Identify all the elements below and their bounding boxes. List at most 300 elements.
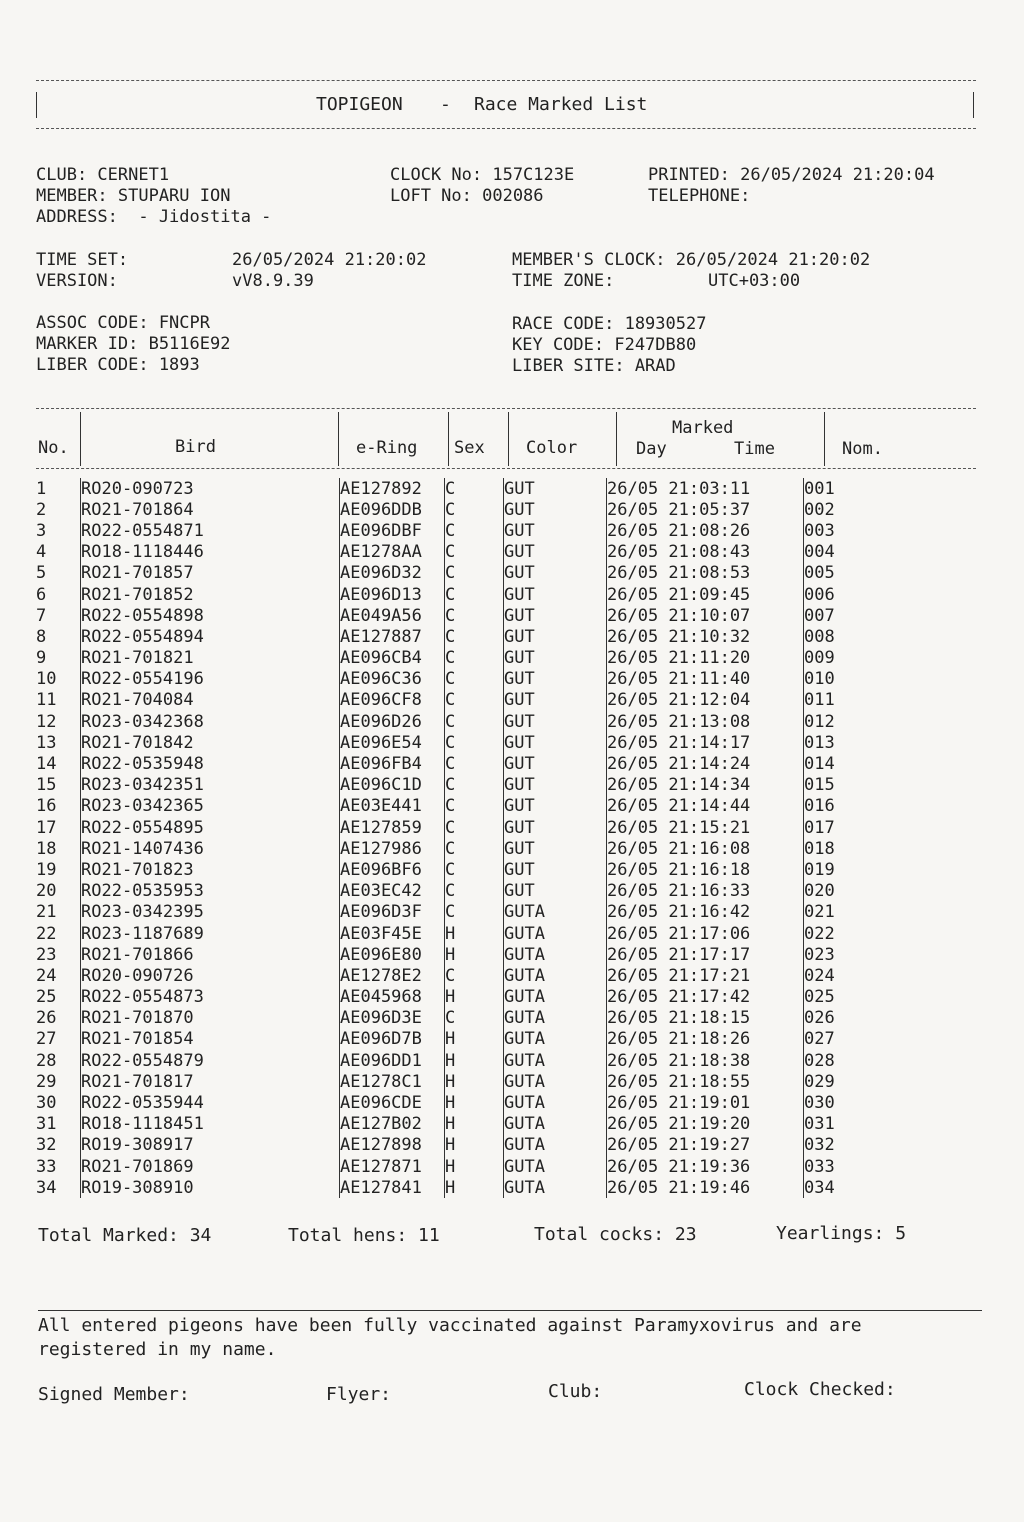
cell-nom: 023 bbox=[804, 944, 865, 965]
cell-ering: AE127898 bbox=[340, 1135, 445, 1156]
table-row bbox=[36, 520, 864, 541]
cell-nom: 019 bbox=[804, 859, 865, 880]
cell-ering: AE1278E2 bbox=[340, 965, 445, 986]
cell-bird: RO23-1187689 bbox=[81, 923, 340, 944]
time-set-value: 26/05/2024 21:20:02 bbox=[232, 250, 427, 270]
cell-nom: 024 bbox=[804, 965, 865, 986]
cell-no: 25 bbox=[36, 987, 57, 1008]
cell-bird: RO21-704084 bbox=[81, 690, 340, 711]
table-row bbox=[36, 859, 864, 880]
cell-color: GUT bbox=[504, 690, 607, 711]
cell-nom: 017 bbox=[804, 817, 865, 838]
cell-bird: RO21-701852 bbox=[81, 584, 340, 605]
cell-no: 34 bbox=[36, 1177, 57, 1198]
title-box-left-border bbox=[36, 92, 37, 118]
table-row bbox=[36, 817, 864, 838]
cell-no: 30 bbox=[36, 1093, 57, 1114]
cell-ering: AE03E441 bbox=[340, 796, 445, 817]
column-header-day: Day bbox=[636, 439, 667, 459]
cell-marked: 26/05 21:11:20 bbox=[607, 648, 804, 669]
cell-sex: C bbox=[445, 690, 504, 711]
table-row bbox=[36, 1050, 864, 1071]
cell-color: GUTA bbox=[504, 923, 607, 944]
cell-color: GUTA bbox=[504, 1029, 607, 1050]
key-code-info: KEY CODE: F247DB80 bbox=[512, 335, 697, 355]
cell-bird: RO20-090726 bbox=[81, 965, 340, 986]
cell-marked: 26/05 21:03:11 bbox=[607, 478, 804, 499]
cell-sex: H bbox=[445, 944, 504, 965]
cell-marked: 26/05 21:10:32 bbox=[607, 626, 804, 647]
cell-no: 15 bbox=[36, 775, 57, 796]
cell-no: 24 bbox=[36, 965, 57, 986]
cell-no: 20 bbox=[36, 881, 57, 902]
cell-bird: RO22-0535953 bbox=[81, 881, 340, 902]
telephone-info: TELEPHONE: bbox=[648, 186, 751, 206]
cell-bird: RO23-0342395 bbox=[81, 902, 340, 923]
cell-color: GUTA bbox=[504, 1156, 607, 1177]
cell-marked: 26/05 21:16:33 bbox=[607, 881, 804, 902]
cell-nom: 014 bbox=[804, 753, 865, 774]
cell-nom: 029 bbox=[804, 1071, 865, 1092]
table-row bbox=[36, 711, 864, 732]
header-divider bbox=[338, 412, 339, 466]
cell-sex: C bbox=[445, 711, 504, 732]
page-title: Race Marked List bbox=[474, 94, 648, 115]
cell-sex: C bbox=[445, 838, 504, 859]
cell-no: 4 bbox=[36, 542, 47, 563]
cell-color: GUT bbox=[504, 499, 607, 520]
total-cocks: Total cocks: 23 bbox=[534, 1224, 697, 1245]
table-row bbox=[36, 944, 864, 965]
cell-bird: RO22-0554894 bbox=[81, 626, 340, 647]
cell-no: 8 bbox=[36, 626, 47, 647]
table-row bbox=[36, 732, 864, 753]
cell-sex: C bbox=[445, 796, 504, 817]
table-row bbox=[36, 626, 864, 647]
cell-no: 16 bbox=[36, 796, 57, 817]
cell-color: GUT bbox=[504, 626, 607, 647]
cell-color: GUT bbox=[504, 542, 607, 563]
yearlings-count: Yearlings: 5 bbox=[776, 1223, 907, 1244]
printed-info: PRINTED: 26/05/2024 21:20:04 bbox=[648, 165, 935, 185]
cell-marked: 26/05 21:14:34 bbox=[607, 775, 804, 796]
cell-marked: 26/05 21:19:01 bbox=[607, 1092, 804, 1113]
cell-bird: RO21-701817 bbox=[81, 1071, 340, 1092]
cell-nom: 005 bbox=[804, 563, 865, 584]
cell-bird: RO20-090723 bbox=[81, 478, 340, 499]
cell-color: GUT bbox=[504, 838, 607, 859]
cell-bird: RO22-0554879 bbox=[81, 1050, 340, 1071]
cell-nom: 012 bbox=[804, 711, 865, 732]
cell-color: GUT bbox=[504, 753, 607, 774]
table-row bbox=[36, 796, 864, 817]
table-row bbox=[36, 1135, 864, 1156]
cell-bird: RO22-0554871 bbox=[81, 520, 340, 541]
cell-marked: 26/05 21:17:06 bbox=[607, 923, 804, 944]
member-info: MEMBER: STUPARU ION bbox=[36, 186, 231, 206]
cell-sex: C bbox=[445, 584, 504, 605]
cell-nom: 001 bbox=[804, 478, 865, 499]
cell-nom: 007 bbox=[804, 605, 865, 626]
clock-checked-label: Clock Checked: bbox=[744, 1379, 896, 1400]
header-divider bbox=[80, 412, 81, 466]
cell-no: 5 bbox=[36, 563, 47, 584]
cell-sex: C bbox=[445, 520, 504, 541]
table-row bbox=[36, 1071, 864, 1092]
cell-bird: RO21-701823 bbox=[81, 859, 340, 880]
table-row bbox=[36, 881, 864, 902]
version-value: vV8.9.39 bbox=[232, 271, 314, 291]
header-divider bbox=[824, 412, 825, 466]
cell-ering: AE096D7B bbox=[340, 1029, 445, 1050]
cell-color: GUT bbox=[504, 711, 607, 732]
table-row bbox=[36, 753, 864, 774]
cell-marked: 26/05 21:08:43 bbox=[607, 542, 804, 563]
cell-no: 12 bbox=[36, 711, 57, 732]
cell-marked: 26/05 21:05:37 bbox=[607, 499, 804, 520]
cell-no: 9 bbox=[36, 648, 47, 669]
cell-sex: C bbox=[445, 881, 504, 902]
table-row bbox=[36, 1114, 864, 1135]
cell-bird: RO21-701821 bbox=[81, 648, 340, 669]
column-header-no: No. bbox=[38, 438, 69, 458]
cell-sex: C bbox=[445, 1008, 504, 1029]
cell-nom: 025 bbox=[804, 987, 865, 1008]
cell-ering: AE1278C1 bbox=[340, 1071, 445, 1092]
cell-sex: C bbox=[445, 902, 504, 923]
cell-ering: AE096CB4 bbox=[340, 648, 445, 669]
table-row bbox=[36, 542, 864, 563]
table-row bbox=[36, 605, 864, 626]
title-box-top-border bbox=[36, 80, 976, 81]
time-zone-label: TIME ZONE: bbox=[512, 271, 615, 291]
cell-color: GUTA bbox=[504, 1092, 607, 1113]
cell-ering: AE096E80 bbox=[340, 944, 445, 965]
header-divider bbox=[616, 412, 617, 466]
cell-sex: C bbox=[445, 605, 504, 626]
marked-birds-table bbox=[36, 478, 864, 1198]
cell-sex: C bbox=[445, 499, 504, 520]
cell-sex: H bbox=[445, 1092, 504, 1113]
cell-bird: RO23-0342365 bbox=[81, 796, 340, 817]
table-row bbox=[36, 775, 864, 796]
assoc-code-info: ASSOC CODE: FNCPR bbox=[36, 313, 210, 333]
cell-marked: 26/05 21:08:53 bbox=[607, 563, 804, 584]
cell-no: 18 bbox=[36, 838, 57, 859]
cell-sex: C bbox=[445, 478, 504, 499]
total-marked: Total Marked: 34 bbox=[38, 1225, 212, 1246]
table-row bbox=[36, 1177, 864, 1198]
column-header-bird: Bird bbox=[175, 437, 216, 457]
cell-marked: 26/05 21:12:04 bbox=[607, 690, 804, 711]
cell-color: GUT bbox=[504, 881, 607, 902]
cell-ering: AE096DD1 bbox=[340, 1050, 445, 1071]
cell-nom: 016 bbox=[804, 796, 865, 817]
cell-nom: 022 bbox=[804, 923, 865, 944]
cell-no: 31 bbox=[36, 1114, 57, 1135]
time-set-label: TIME SET: bbox=[36, 250, 129, 270]
cell-sex: H bbox=[445, 1114, 504, 1135]
cell-bird: RO21-1407436 bbox=[81, 838, 340, 859]
cell-ering: AE096CDE bbox=[340, 1092, 445, 1113]
cell-ering: AE096DDB bbox=[340, 499, 445, 520]
cell-marked: 26/05 21:18:15 bbox=[607, 1008, 804, 1029]
cell-sex: C bbox=[445, 563, 504, 584]
liber-code-info: LIBER CODE: 1893 bbox=[36, 355, 200, 375]
cell-no: 28 bbox=[36, 1050, 57, 1071]
cell-marked: 26/05 21:13:08 bbox=[607, 711, 804, 732]
cell-nom: 018 bbox=[804, 838, 865, 859]
club-signature-label: Club: bbox=[548, 1381, 603, 1402]
cell-color: GUTA bbox=[504, 1114, 607, 1135]
signed-member-label: Signed Member: bbox=[38, 1384, 190, 1405]
cell-no: 2 bbox=[36, 499, 47, 520]
cell-ering: AE096C1D bbox=[340, 775, 445, 796]
table-row bbox=[36, 1029, 864, 1050]
cell-ering: AE096D3E bbox=[340, 1008, 445, 1029]
cell-ering: AE127892 bbox=[340, 478, 445, 499]
table-row bbox=[36, 1156, 864, 1177]
cell-no: 3 bbox=[36, 520, 47, 541]
cell-color: GUTA bbox=[504, 965, 607, 986]
cell-bird: RO22-0554895 bbox=[81, 817, 340, 838]
cell-marked: 26/05 21:19:27 bbox=[607, 1135, 804, 1156]
cell-sex: H bbox=[445, 987, 504, 1008]
table-header-bottom-border bbox=[36, 468, 976, 469]
cell-ering: AE096DBF bbox=[340, 520, 445, 541]
cell-color: GUT bbox=[504, 605, 607, 626]
cell-nom: 010 bbox=[804, 669, 865, 690]
cell-color: GUT bbox=[504, 775, 607, 796]
cell-marked: 26/05 21:18:26 bbox=[607, 1029, 804, 1050]
cell-color: GUTA bbox=[504, 1050, 607, 1071]
cell-color: GUTA bbox=[504, 987, 607, 1008]
cell-nom: 027 bbox=[804, 1029, 865, 1050]
members-clock-info: MEMBER'S CLOCK: 26/05/2024 21:20:02 bbox=[512, 250, 871, 270]
header-divider bbox=[448, 412, 449, 466]
marker-id-info: MARKER ID: B5116E92 bbox=[36, 334, 231, 354]
cell-ering: AE127841 bbox=[340, 1177, 445, 1198]
cell-sex: C bbox=[445, 732, 504, 753]
cell-ering: AE049A56 bbox=[340, 605, 445, 626]
cell-ering: AE096FB4 bbox=[340, 753, 445, 774]
cell-bird: RO21-701870 bbox=[81, 1008, 340, 1029]
cell-ering: AE096D32 bbox=[340, 563, 445, 584]
cell-marked: 26/05 21:17:17 bbox=[607, 944, 804, 965]
cell-no: 26 bbox=[36, 1008, 57, 1029]
cell-bird: RO22-0535944 bbox=[81, 1092, 340, 1113]
cell-nom: 009 bbox=[804, 648, 865, 669]
cell-color: GUTA bbox=[504, 1008, 607, 1029]
cell-sex: C bbox=[445, 669, 504, 690]
cell-marked: 26/05 21:14:17 bbox=[607, 732, 804, 753]
cell-bird: RO22-0554873 bbox=[81, 987, 340, 1008]
cell-ering: AE096D13 bbox=[340, 584, 445, 605]
table-row bbox=[36, 669, 864, 690]
cell-no: 10 bbox=[36, 669, 57, 690]
cell-no: 11 bbox=[36, 690, 57, 711]
cell-marked: 26/05 21:18:55 bbox=[607, 1071, 804, 1092]
column-header-time: Time bbox=[734, 439, 775, 459]
cell-marked: 26/05 21:10:07 bbox=[607, 605, 804, 626]
cell-ering: AE03EC42 bbox=[340, 881, 445, 902]
cell-nom: 032 bbox=[804, 1135, 865, 1156]
cell-marked: 26/05 21:16:42 bbox=[607, 902, 804, 923]
cell-color: GUT bbox=[504, 732, 607, 753]
table-row bbox=[36, 648, 864, 669]
cell-bird: RO22-0554898 bbox=[81, 605, 340, 626]
cell-sex: C bbox=[445, 859, 504, 880]
cell-bird: RO19-308917 bbox=[81, 1135, 340, 1156]
table-row bbox=[36, 838, 864, 859]
cell-ering: AE127986 bbox=[340, 838, 445, 859]
table-row bbox=[36, 584, 864, 605]
cell-sex: C bbox=[445, 817, 504, 838]
loft-no-info: LOFT No: 002086 bbox=[390, 186, 544, 206]
cell-no: 29 bbox=[36, 1071, 57, 1092]
table-row bbox=[36, 1092, 864, 1113]
club-info: CLUB: CERNET1 bbox=[36, 165, 170, 185]
column-header-color: Color bbox=[526, 438, 578, 458]
cell-bird: RO18-1118446 bbox=[81, 542, 340, 563]
cell-no: 7 bbox=[36, 605, 47, 626]
cell-ering: AE096D26 bbox=[340, 711, 445, 732]
cell-nom: 033 bbox=[804, 1156, 865, 1177]
cell-color: GUT bbox=[504, 563, 607, 584]
vaccination-declaration-line1: All entered pigeons have been fully vaccinated against Paramyxovirus and are bbox=[38, 1315, 862, 1336]
cell-bird: RO21-701854 bbox=[81, 1029, 340, 1050]
cell-nom: 015 bbox=[804, 775, 865, 796]
cell-sex: H bbox=[445, 1029, 504, 1050]
cell-sex: C bbox=[445, 626, 504, 647]
cell-nom: 031 bbox=[804, 1114, 865, 1135]
cell-nom: 002 bbox=[804, 499, 865, 520]
table-row bbox=[36, 902, 864, 923]
table-header-top-border bbox=[36, 408, 976, 409]
cell-color: GUTA bbox=[504, 1135, 607, 1156]
cell-sex: H bbox=[445, 1071, 504, 1092]
cell-color: GUT bbox=[504, 817, 607, 838]
column-header-nom: Nom. bbox=[842, 439, 883, 459]
cell-sex: C bbox=[445, 965, 504, 986]
cell-no: 13 bbox=[36, 732, 57, 753]
cell-sex: C bbox=[445, 542, 504, 563]
marked-birds-table-body bbox=[36, 478, 864, 1198]
cell-no: 14 bbox=[36, 754, 57, 775]
cell-sex: H bbox=[445, 1050, 504, 1071]
cell-color: GUTA bbox=[504, 1177, 607, 1198]
cell-ering: AE127871 bbox=[340, 1156, 445, 1177]
cell-nom: 021 bbox=[804, 902, 865, 923]
cell-color: GUTA bbox=[504, 944, 607, 965]
table-row bbox=[36, 499, 864, 520]
cell-color: GUT bbox=[504, 584, 607, 605]
cell-marked: 26/05 21:19:46 bbox=[607, 1177, 804, 1198]
flyer-label: Flyer: bbox=[326, 1384, 392, 1405]
cell-nom: 020 bbox=[804, 881, 865, 902]
cell-nom: 003 bbox=[804, 520, 865, 541]
cell-no: 22 bbox=[36, 923, 57, 944]
cell-marked: 26/05 21:19:20 bbox=[607, 1114, 804, 1135]
address-info: ADDRESS: - Jidostita - bbox=[36, 207, 272, 227]
header-divider bbox=[508, 412, 509, 466]
liber-site-info: LIBER SITE: ARAD bbox=[512, 356, 676, 376]
time-zone-value: UTC+03:00 bbox=[708, 271, 801, 291]
cell-marked: 26/05 21:14:24 bbox=[607, 753, 804, 774]
cell-no: 33 bbox=[36, 1156, 57, 1177]
cell-ering: AE127887 bbox=[340, 626, 445, 647]
cell-ering: AE096BF6 bbox=[340, 859, 445, 880]
cell-color: GUT bbox=[504, 478, 607, 499]
cell-no: 23 bbox=[36, 944, 57, 965]
cell-no: 21 bbox=[36, 902, 57, 923]
table-row bbox=[36, 965, 864, 986]
cell-color: GUT bbox=[504, 669, 607, 690]
cell-bird: RO22-0554196 bbox=[81, 669, 340, 690]
cell-nom: 028 bbox=[804, 1050, 865, 1071]
cell-bird: RO19-308910 bbox=[81, 1177, 340, 1198]
cell-no: 19 bbox=[36, 859, 57, 880]
cell-nom: 013 bbox=[804, 732, 865, 753]
cell-marked: 26/05 21:09:45 bbox=[607, 584, 804, 605]
cell-color: GUTA bbox=[504, 902, 607, 923]
total-hens: Total hens: 11 bbox=[288, 1225, 440, 1246]
cell-no: 17 bbox=[36, 817, 57, 838]
cell-bird: RO23-0342351 bbox=[81, 775, 340, 796]
table-row bbox=[36, 923, 864, 944]
cell-no: 6 bbox=[36, 584, 47, 605]
cell-ering: AE096E54 bbox=[340, 732, 445, 753]
title-separator: - bbox=[440, 94, 451, 115]
cell-bird: RO18-1118451 bbox=[81, 1114, 340, 1135]
cell-ering: AE096D3F bbox=[340, 902, 445, 923]
title-box-bottom-border bbox=[36, 128, 976, 129]
cell-marked: 26/05 21:15:21 bbox=[607, 817, 804, 838]
cell-sex: H bbox=[445, 923, 504, 944]
cell-bird: RO23-0342368 bbox=[81, 711, 340, 732]
cell-sex: H bbox=[445, 1177, 504, 1198]
cell-ering: AE127B02 bbox=[340, 1114, 445, 1135]
cell-bird: RO21-701842 bbox=[81, 732, 340, 753]
cell-marked: 26/05 21:17:42 bbox=[607, 987, 804, 1008]
cell-sex: C bbox=[445, 775, 504, 796]
cell-marked: 26/05 21:16:08 bbox=[607, 838, 804, 859]
cell-nom: 008 bbox=[804, 626, 865, 647]
table-row bbox=[36, 1008, 864, 1029]
cell-color: GUT bbox=[504, 859, 607, 880]
cell-ering: AE045968 bbox=[340, 987, 445, 1008]
cell-ering: AE03F45E bbox=[340, 923, 445, 944]
cell-nom: 006 bbox=[804, 584, 865, 605]
cell-sex: C bbox=[445, 648, 504, 669]
title-box-right-border bbox=[973, 92, 974, 118]
cell-bird: RO21-701857 bbox=[81, 563, 340, 584]
column-header-sex: Sex bbox=[454, 438, 485, 458]
cell-color: GUT bbox=[504, 796, 607, 817]
cell-no: 27 bbox=[36, 1029, 57, 1050]
table-row bbox=[36, 563, 864, 584]
table-row bbox=[36, 478, 864, 499]
cell-bird: RO22-0535948 bbox=[81, 753, 340, 774]
cell-bird: RO21-701869 bbox=[81, 1156, 340, 1177]
table-row bbox=[36, 690, 864, 711]
cell-sex: H bbox=[445, 1135, 504, 1156]
cell-no: 1 bbox=[36, 478, 47, 499]
cell-ering: AE127859 bbox=[340, 817, 445, 838]
clock-no-info: CLOCK No: 157C123E bbox=[390, 165, 575, 185]
table-row bbox=[36, 987, 864, 1008]
app-name: TOPIGEON bbox=[316, 94, 403, 115]
